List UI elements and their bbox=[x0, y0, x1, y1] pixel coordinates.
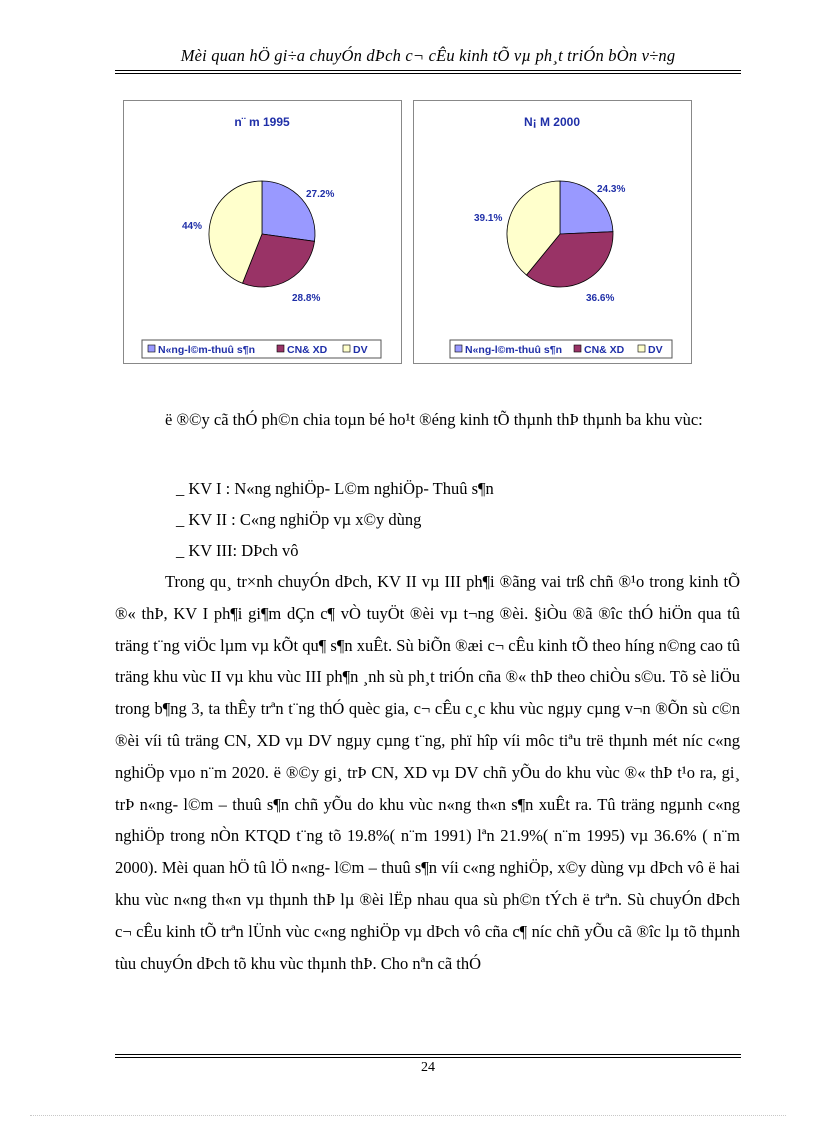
legend-label-nlts: N«ng-l©m-thuû s¶n bbox=[158, 344, 255, 356]
list-item-kv2: _ KV II : C«ng nghiÖp vµ x©y dùng bbox=[176, 510, 422, 529]
legend-swatch-dv bbox=[638, 345, 645, 352]
pie-slices bbox=[507, 181, 613, 287]
slice-label-dv: 39.1% bbox=[474, 213, 503, 224]
legend-swatch-cnxd bbox=[574, 345, 581, 352]
list-item-kv1: _ KV I : N«ng nghiÖp- L©m nghiÖp- Thuû s¶n bbox=[176, 479, 494, 498]
pie-slices bbox=[209, 181, 315, 287]
legend-swatch-dv bbox=[343, 345, 350, 352]
pie-chart-2000-svg bbox=[414, 101, 691, 363]
list-item-kv3: _ KV III: DÞch vô bbox=[176, 541, 299, 560]
running-header: Mèi quan hÖ gi÷a chuyÓn dÞch c¬ cÊu kinh tÕ vµ ph¸t triÓn bÒn v÷ng bbox=[180, 46, 676, 65]
slice-label-cnxd: 28.8% bbox=[292, 293, 321, 304]
legend-swatch-nlts bbox=[455, 345, 462, 352]
legend-label-dv: DV bbox=[648, 344, 663, 356]
chart-title: n¨ m 1995 bbox=[234, 115, 290, 129]
pie-chart-1995 bbox=[123, 100, 402, 364]
chart-title: N¡ M 2000 bbox=[523, 115, 581, 129]
legend-label-dv: DV bbox=[353, 344, 368, 356]
page-number: 24 bbox=[421, 1060, 435, 1075]
footer-rule bbox=[115, 1054, 741, 1058]
main-paragraph: Trong qu¸ tr×nh chuyÓn dÞch, KV II vµ III ph¶i ®ãng vai trß chñ ®¹o trong kinh tÕ ®« thÞ, KV I ph¶i gi¶m dÇn c¶ vÒ tuyÖt ®èi vµ t¬ng ®èi. §iÒu ®ã ®îc thÓ hiÖn qua tû träng t¨ng viÖc lµm vµ kÕt qu¶ s¶n xuÊt. Sù biÕn ®æi c¬ cÊu kinh tÕ theo híng n©ng cao tû träng khu vùc II vµ khu vùc III ph¶n ¸nh sù ph¸t triÓn cña ®« thÞ theo chiÒu s©u. Tõ sè liÖu trong b¶ng 3, ta thÊy trªn t¨ng thÓ quèc gia, c¬ cÊu c¸c khu vùc ngµy cµng v¬n ®Õn sù c©n ®èi víi tû träng CN, XD vµ DV ngµy cµng t¨ng, phï hîp víi môc tiªu trë thµnh mét níc c«ng nghiÖp vµo n¨m 2020. ë ®©y gi¸ trÞ CN, XD vµ DV chñ yÕu do khu vùc ®« thÞ t¹o ra, gi¸ trÞ n«ng- l©m – thuû s¶n chñ yÕu do khu vùc n«ng th«n s¶n xuÊt ra. Tû träng ngµnh c«ng nghiÖp trong nÒn KTQD t¨ng tõ 19.8%( n¨m 1991) lªn 21.9%( n¨m 1995) vµ 36.6% ( n¨m 2000). Mèi quan hÖ tû lÖ n«ng- l©m – thuû s¶n víi c«ng nghiÖp, x©y dùng vµ dÞch vô ë hai khu vùc n«ng th«n vµ thµnh thÞ lµ ®èi lËp nhau qua sù ph©n tÝch ë trªn. Sù chuyÓn dÞch c¬ cÊu kinh tÕ trªn lÜnh vùc c«ng nghiÖp vµ dÞch vô cña c¶ níc chñ yÕu cã ®îc lµ tõ thµnh tùu chuyÓn dÞch tõ khu vùc thµnh thÞ. Cho nªn cã thÓ bbox=[115, 572, 740, 973]
pie-chart-1995-svg bbox=[124, 101, 401, 363]
slice-label-nlts: 24.3% bbox=[597, 184, 626, 195]
intro-paragraph: ë ®©y cã thÓ ph©n chia toµn bé ho¹t ®éng kinh tÕ thµnh thÞ thµnh ba khu vùc: bbox=[165, 410, 703, 429]
legend-label-nlts: N«ng-l©m-thuû s¶n bbox=[465, 344, 562, 356]
page-edge-dotted-line bbox=[30, 1115, 786, 1116]
slice-label-nlts: 27.2% bbox=[306, 189, 335, 200]
legend-swatch-nlts bbox=[148, 345, 155, 352]
header-rule bbox=[115, 70, 741, 74]
legend-label-cnxd: CN& XD bbox=[287, 344, 328, 356]
slice-label-dv: 44% bbox=[182, 221, 203, 232]
legend-label-cnxd: CN& XD bbox=[584, 344, 625, 356]
pie-chart-2000 bbox=[413, 100, 692, 364]
slice-label-cnxd: 36.6% bbox=[586, 293, 615, 304]
legend-swatch-cnxd bbox=[277, 345, 284, 352]
